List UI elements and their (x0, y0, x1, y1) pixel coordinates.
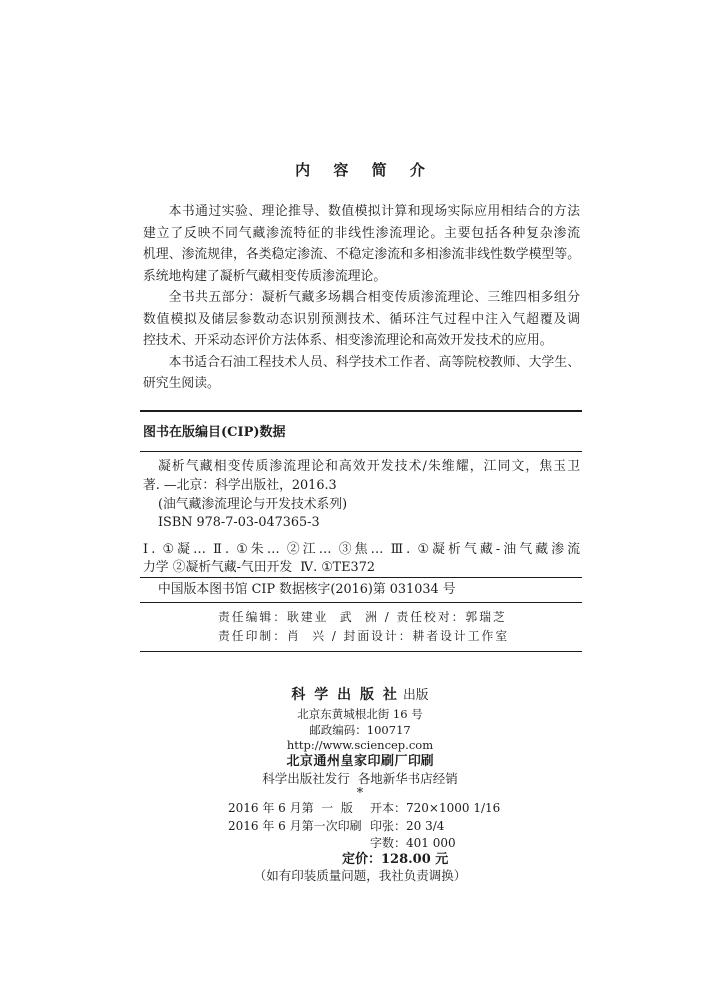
cip-entry-line: 凝析气藏相变传质渗流理论和高效开发技术/朱维耀，江同文，焦玉卫 (158, 459, 580, 474)
publisher-website: http://www.sciencep.com (286, 738, 434, 752)
printer-role: 印刷 (407, 754, 434, 769)
publisher-address: 北京东黄城根北街 16 号 (297, 707, 423, 721)
quality-notice: （如有印装质量问题，我社负责调换） (253, 868, 467, 883)
summary-line: 建立了反映不同气藏渗流特征的非线性渗流理论。主要包括各种复杂渗流 (143, 226, 580, 241)
divider (140, 651, 582, 652)
publisher-postcode: 邮政编码：100717 (309, 723, 411, 737)
impression: 2016 年 6 月第一次印刷 (228, 819, 362, 833)
cip-classification: Ⅰ. ①凝… Ⅱ. ①朱… ②江… ③焦… Ⅲ. ①凝析气藏-油气藏渗流 (143, 542, 580, 557)
printed-sheets: 印张：20 3/4 (370, 819, 445, 833)
publisher-line (0, 685, 720, 705)
price: 定价：128.00 元 (342, 852, 449, 867)
book-format: 开本：720×1000 1/16 (370, 801, 501, 815)
divider (140, 577, 582, 578)
cip-entry-line: 著. —北京：科学出版社，2016.3 (143, 478, 337, 493)
divider (140, 451, 582, 452)
publisher-name: 科 学 出 版 社 (291, 687, 399, 703)
summary-title: 内 容 简 介 (295, 161, 434, 179)
summary-line: 控技术、开采动态评价方法体系、相变渗流理论和高效开发技术的应用。 (143, 333, 553, 348)
summary-line: 机理、渗流规律，各类稳定渗流、不稳定渗流和多相渗流非线性数学模型等。 (143, 247, 580, 262)
divider (140, 602, 582, 603)
word-count: 字数：401 000 (370, 836, 456, 850)
divider (140, 410, 582, 412)
cip-record-number: 中国版本图书馆 CIP 数据核字(2016)第 031034 号 (158, 582, 456, 597)
isbn: ISBN 978-7-03-047365-3 (158, 515, 320, 530)
credit-line-production: 责任印制：肖 兴 / 封面设计：耕者设计工作室 (218, 629, 510, 643)
edition: 2016 年 6 月第 一 版 (228, 801, 353, 815)
separator-asterisk: * (356, 786, 364, 801)
printer-name: 北京通州皇家印刷厂 (286, 754, 408, 769)
distribution: 科学出版社发行 各地新华书店经销 (262, 771, 458, 786)
summary-line: 本书适合石油工程技术人员、科学技术工作者、高等院校教师、大学生、 (168, 355, 580, 370)
cip-classification: 力学 ②凝析气藏-气田开发 Ⅳ. ①TE372 (143, 560, 375, 575)
cip-series: (油气藏渗流理论与开发技术系列) (158, 497, 348, 512)
summary-line: 研究生阅读。 (143, 376, 220, 391)
cip-heading: 图书在版编目(CIP)数据 (143, 425, 286, 440)
summary-line: 本书通过实验、理论推导、数值模拟计算和现场实际应用相结合的方法 (168, 204, 580, 219)
summary-line: 全书共五部分：凝析气藏多场耦合相变传质渗流理论、三维四相多组分 (168, 290, 580, 305)
summary-line: 系统地构建了凝析气藏相变传质渗流理论。 (143, 269, 387, 284)
publisher-role: 出版 (402, 688, 429, 703)
summary-line: 数值模拟及储层参数动态识别预测技术、循环注气过程中注入气超覆及调 (143, 312, 580, 327)
credit-line-editors: 责任编辑：耿建业 武 洲 / 责任校对：郭瑞芝 (218, 610, 507, 624)
